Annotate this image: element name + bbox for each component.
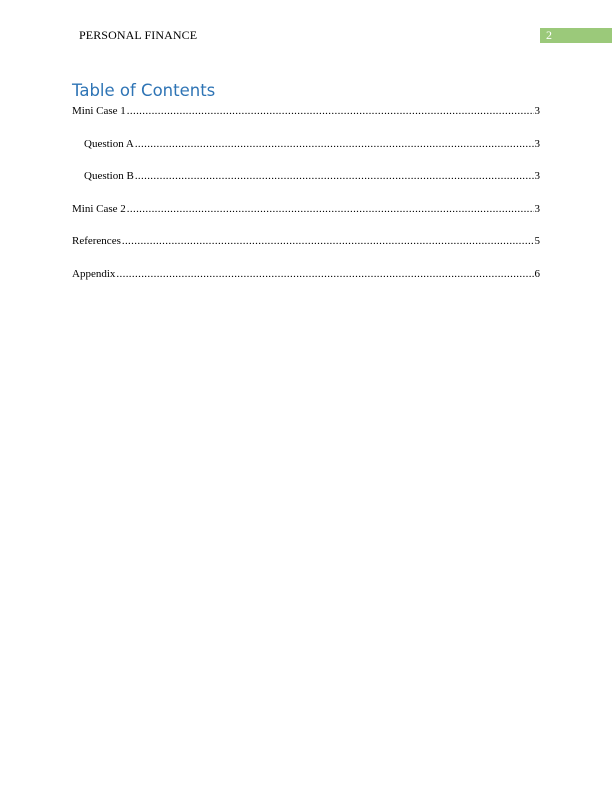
toc-entry-label: Question B <box>84 170 134 183</box>
toc-dot-leader <box>116 267 533 281</box>
toc-dot-leader <box>135 137 534 151</box>
toc-dot-leader <box>122 234 534 248</box>
toc-heading: Table of Contents <box>72 81 216 100</box>
toc-entry-page: 3 <box>534 170 540 183</box>
toc-entry-label: References <box>72 235 121 248</box>
toc-list <box>72 104 540 300</box>
page-number-badge: 2 <box>540 28 612 43</box>
toc-entry-appendix[interactable] <box>72 267 540 300</box>
toc-dot-leader <box>135 169 534 183</box>
toc-entry-label: Question A <box>84 137 134 150</box>
toc-dot-leader <box>127 104 534 118</box>
toc-entry-page: 3 <box>534 105 540 117</box>
toc-entry-mini-case-1[interactable] <box>72 104 540 137</box>
toc-entry-references[interactable] <box>72 234 540 267</box>
toc-entry-page: 6 <box>534 267 540 280</box>
toc-dot-leader <box>127 202 534 216</box>
toc-entry-mini-case-2[interactable] <box>72 202 540 235</box>
toc-entry-label: Mini Case 1 <box>72 105 126 117</box>
toc-entry-label: Appendix <box>72 267 116 280</box>
running-header-title: PERSONAL FINANCE <box>79 28 198 42</box>
toc-entry-question-b[interactable] <box>72 169 540 202</box>
toc-entry-page: 3 <box>534 202 540 215</box>
toc-entry-question-a[interactable] <box>72 137 540 170</box>
toc-entry-page: 5 <box>534 235 540 248</box>
toc-entry-label: Mini Case 2 <box>72 202 126 215</box>
toc-entry-page: 3 <box>534 137 540 150</box>
